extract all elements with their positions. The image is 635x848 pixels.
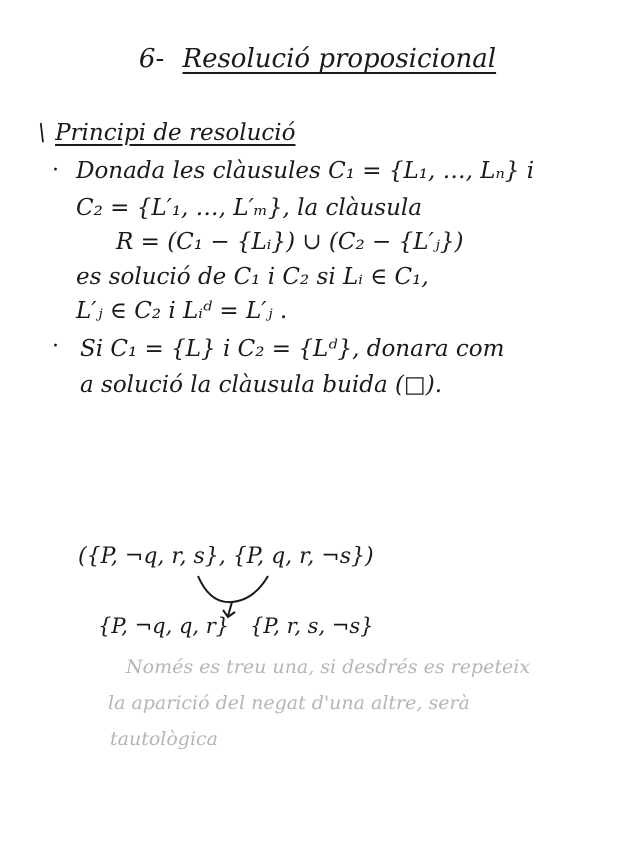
body-line-1: Donada les clàusules C₁ = {L₁, …, Lₙ} i [76,158,535,184]
heading-text: Principi de resolució [55,120,296,146]
result-right: {P, r, s, ¬s} [250,614,374,638]
note-line-2: la aparició del negat d'una altre, serà [108,692,470,714]
note-line-3: tautològica [110,728,218,750]
result-left: {P, ¬q, q, r} [98,614,230,638]
body-line-4: es solució de C₁ i C₂ si Lᵢ ∈ C₁, [76,264,429,290]
body-line-2: C₂ = {L′₁, …, L′ₘ}, la clàusula [76,195,422,221]
bullet-1: · [52,158,59,183]
title-number: 6- [138,44,165,74]
body-line-6: Si C₁ = {L} i C₂ = {Lᵈ}, donara com [80,336,505,362]
body-line-3: R = (C₁ − {Lᵢ}) ∪ (C₂ − {L′ⱼ}) [116,229,464,255]
body-line-5: L′ⱼ ∈ C₂ i Lᵢᵈ = L′ⱼ . [76,298,288,324]
page-title [0,44,635,74]
note-line-1: Només es treu una, si desdrés es repeteix [126,656,531,678]
heading-mark: \ [38,120,46,146]
title-text: Resolució proposicional [182,44,497,74]
example-clauses: ({P, ¬q, r, s}, {P, q, r, ¬s}) [78,544,374,569]
section-heading [38,120,295,146]
bullet-2: · [52,334,59,359]
body-line-7: a solució la clàusula buida (□). [80,372,443,398]
